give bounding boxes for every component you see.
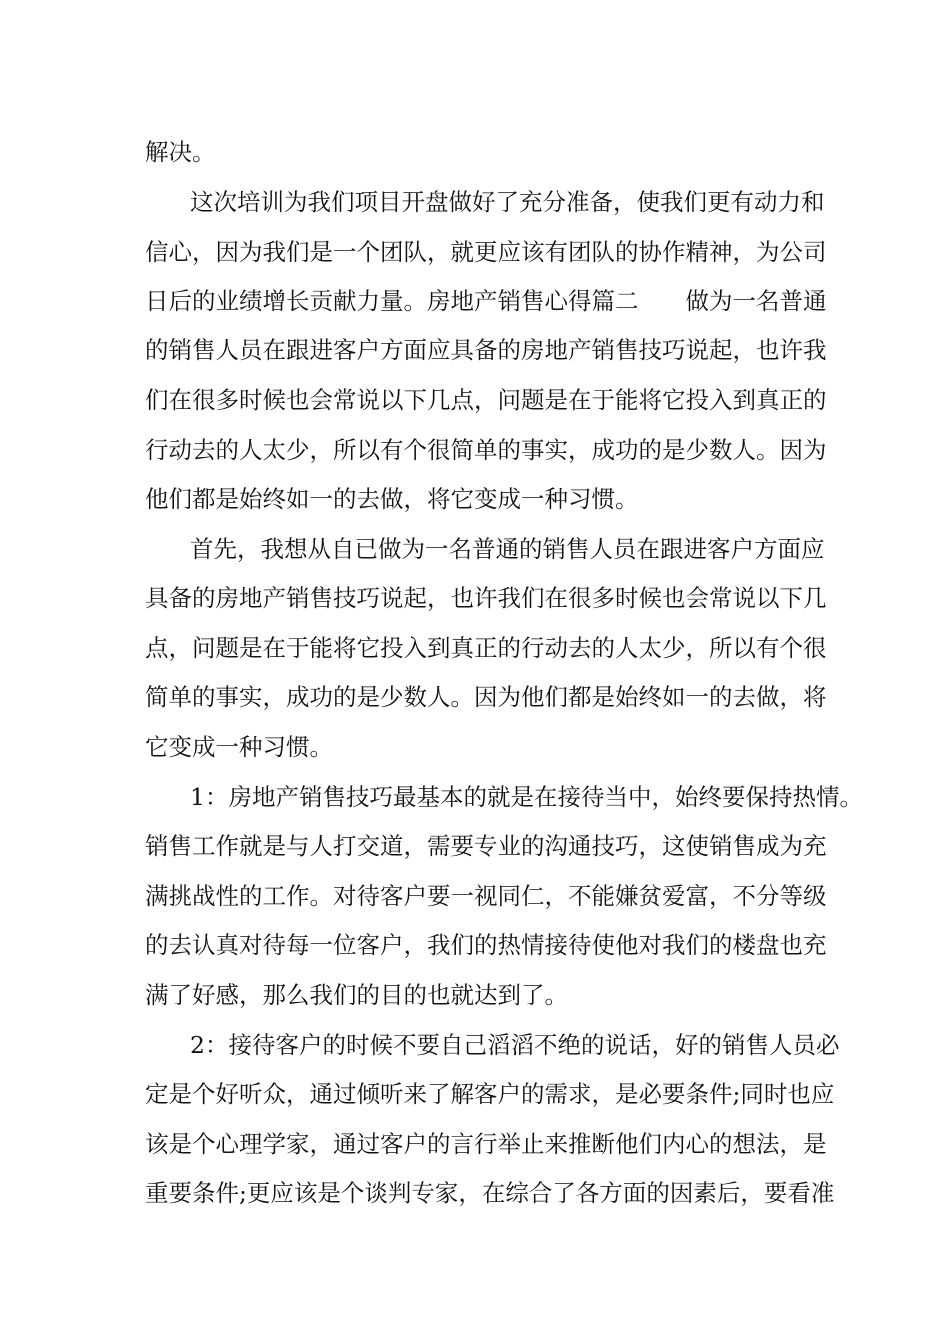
paragraph-first-line: 这次培训为我们项目开盘做好了充分准备，使我们更有动力和 xyxy=(190,188,825,216)
text-line: 日后的业绩增长贡献力量。房地产销售心得篇二 做为一名普通 xyxy=(145,287,827,315)
paragraph-first-line: 2：接待客户的时候不要自己滔滔不绝的说话，好的销售人员必 xyxy=(190,1031,840,1059)
text-line: 具备的房地产销售技巧说起，也许我们在很多时候也会常说以下几 xyxy=(145,584,827,612)
text-line: 他们都是始终如一的去做，将它变成一种习惯。 xyxy=(145,485,639,513)
text-line: 简单的事实，成功的是少数人。因为他们都是始终如一的去做，将 xyxy=(145,683,827,711)
text-line: 定是个好听众，通过倾听来了解客户的需求，是必要条件;同时也应 xyxy=(145,1080,835,1108)
text-line: 点，问题是在于能将它投入到真正的行动去的人太少，所以有个很 xyxy=(145,634,827,662)
text-line: 重要条件;更应该是个谈判专家，在综合了各方面的因素后，要看准 xyxy=(145,1179,835,1207)
text-line: 的销售人员在跟进客户方面应具备的房地产销售技巧说起，也许我 xyxy=(145,336,827,364)
paragraph-first-line: 首先，我想从自已做为一名普通的销售人员在跟进客户方面应 xyxy=(190,535,825,563)
text-line: 解决。 xyxy=(145,138,216,166)
text-line: 行动去的人太少，所以有个很简单的事实，成功的是少数人。因为 xyxy=(145,436,827,464)
text-line: 们在很多时候也会常说以下几点，问题是在于能将它投入到真正的 xyxy=(145,386,827,414)
paragraph-first-line: 1：房地产销售技巧最基本的就是在接待当中，始终要保持热情。 xyxy=(190,783,863,811)
text-line: 该是个心理学家，通过客户的言行举止来推断他们内心的想法，是 xyxy=(145,1130,827,1158)
text-line: 销售工作就是与人打交道，需要专业的沟通技巧，这使销售成为充 xyxy=(145,832,827,860)
text-line: 满了好感，那么我们的目的也就达到了。 xyxy=(145,981,568,1009)
text-line: 它变成一种习惯。 xyxy=(145,733,333,761)
text-line: 满挑战性的工作。对待客户要一视同仁，不能嫌贫爱富，不分等级 xyxy=(145,882,827,910)
text-line: 信心，因为我们是一个团队，就更应该有团队的协作精神，为公司 xyxy=(145,238,827,266)
text-line: 的去认真对待每一位客户，我们的热情接待使他对我们的楼盘也充 xyxy=(145,931,827,959)
